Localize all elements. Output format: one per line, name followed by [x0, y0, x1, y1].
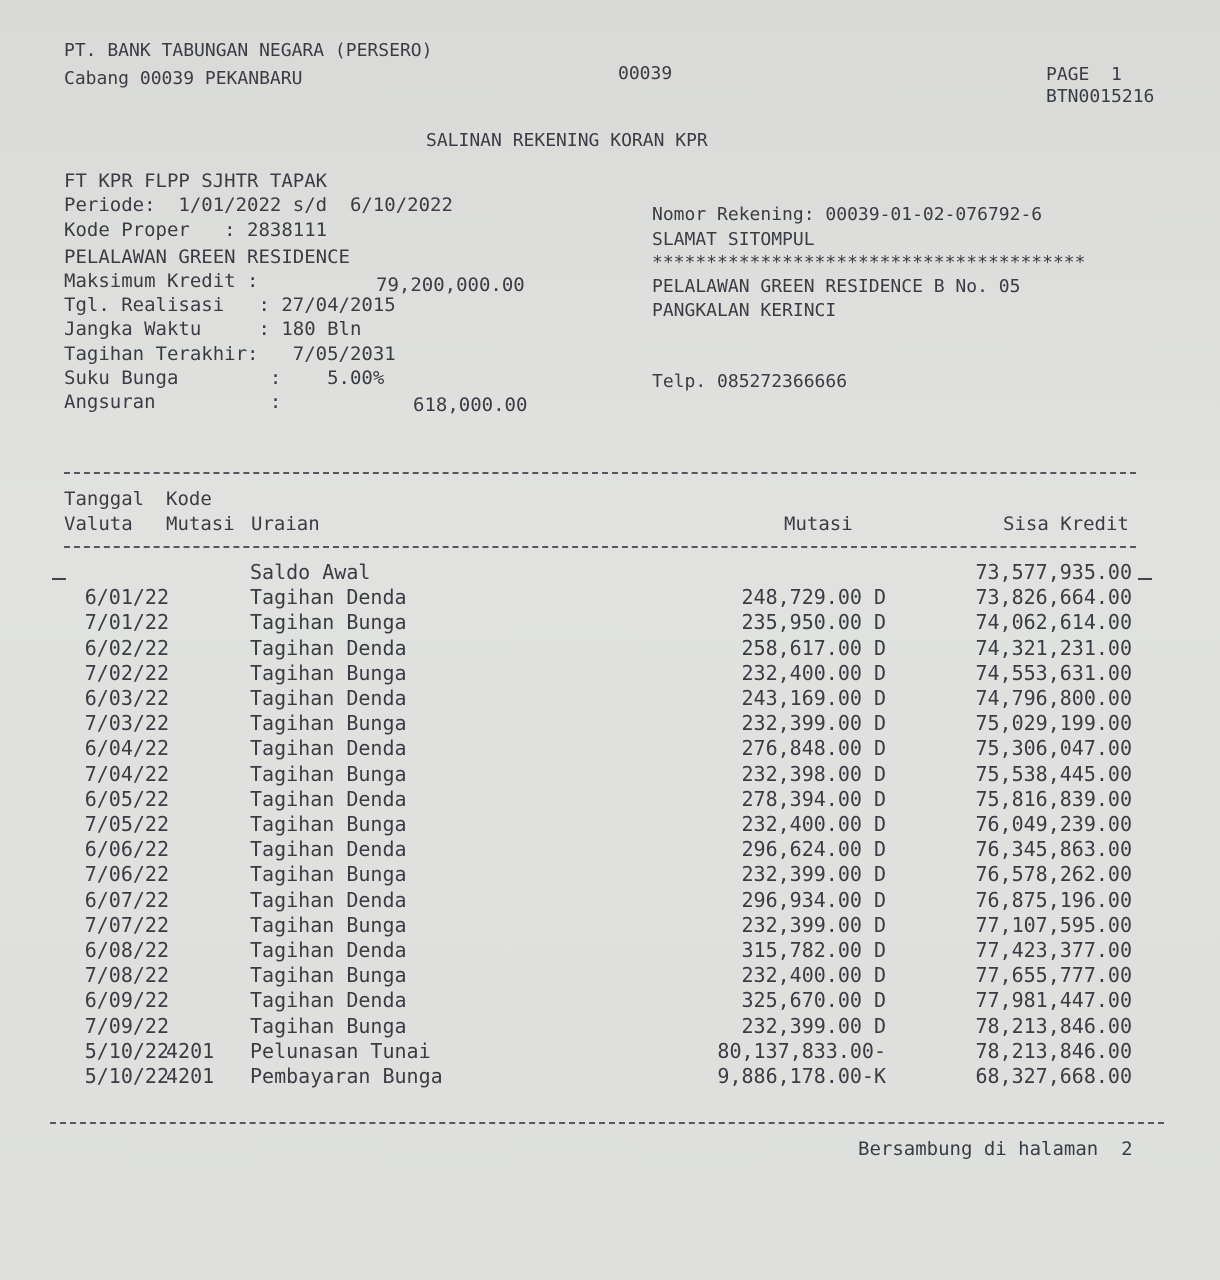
header-valuta: Valuta [64, 513, 133, 535]
row-mutasi: 276,848.00 D [741, 736, 886, 761]
divider-header [64, 546, 1136, 548]
table-row [0, 862, 1220, 887]
row-mutasi: 232,399.00 D [741, 711, 886, 736]
row-sisa-kredit: 75,029,199.00 [975, 711, 1132, 736]
table-row [0, 787, 1220, 812]
page-title: SALINAN REKENING KORAN KPR [426, 130, 708, 151]
header-kode: Kode [166, 488, 212, 510]
table-row [0, 812, 1220, 837]
row-sisa-kredit: 78,213,846.00 [975, 1013, 1132, 1038]
row-uraian: Pembayaran Bunga [250, 1064, 443, 1088]
row-date: 6/06/22 [84, 837, 169, 862]
bank-name: PT. BANK TABUNGAN NEGARA (PERSERO) [64, 40, 433, 61]
row-mutasi: 325,670.00 D [741, 988, 886, 1013]
telephone: Telp. 085272366666 [652, 371, 848, 392]
doc-code: BTN0015216 [1046, 86, 1155, 107]
divider-top [64, 472, 1136, 474]
product-name: FT KPR FLPP SJHTR TAPAK [64, 170, 328, 192]
row-mutasi: 232,399.00 D [741, 862, 886, 887]
row-uraian: Tagihan Bunga [250, 711, 407, 736]
row-kode: 4201 [166, 1038, 215, 1063]
row-date: 7/08/22 [84, 963, 169, 988]
row-uraian: Saldo Awal [250, 560, 371, 584]
row-date: 6/05/22 [84, 786, 169, 811]
header-uraian: Uraian [251, 513, 320, 535]
row-sisa-kredit: 76,875,196.00 [975, 887, 1132, 912]
row-uraian: Tagihan Bunga [250, 812, 407, 836]
table-row [0, 963, 1220, 988]
row-uraian: Tagihan Denda [250, 837, 407, 862]
row-kode: 4201 [166, 1064, 215, 1088]
row-mutasi: 243,169.00 D [741, 686, 886, 710]
project-name: PELALAWAN GREEN RESIDENCE [64, 246, 350, 268]
branch-name: Cabang 00039 PEKANBARU [64, 68, 303, 89]
table-row [0, 1039, 1220, 1064]
row-sisa-kredit: 77,655,777.00 [975, 963, 1132, 988]
periode: Periode: 1/01/2022 s/d 6/10/2022 [64, 194, 453, 216]
address-line-2: PANGKALAN KERINCI [652, 300, 837, 321]
masked-line: **************************************** [652, 252, 1086, 273]
header-mutasi: Mutasi [784, 513, 853, 535]
nomor-rekening: Nomor Rekening: 00039-01-02-076792-6 [652, 204, 1043, 225]
row-date: 7/02/22 [84, 660, 169, 685]
table-row [0, 913, 1220, 938]
row-mutasi: 296,934.00 D [741, 887, 886, 912]
row-sisa-kredit: 76,049,239.00 [975, 812, 1132, 836]
continued-note: Bersambung di halaman 2 [858, 1138, 1133, 1160]
tagihan-terakhir: Tagihan Terakhir: 7/05/2031 [64, 343, 396, 365]
customer-name: SLAMAT SITOMPUL [652, 229, 815, 250]
angsuran-label: Angsuran : [64, 391, 282, 413]
row-mutasi: 232,400.00 D [741, 812, 886, 836]
row-mutasi: 9,886,178.00-K [717, 1064, 886, 1088]
row-uraian: Tagihan Bunga [250, 862, 407, 887]
row-date: 6/01/22 [84, 585, 169, 610]
row-sisa-kredit: 75,306,047.00 [975, 736, 1132, 761]
row-date: 6/03/22 [84, 686, 169, 710]
table-row [0, 837, 1220, 862]
row-date: 6/02/22 [84, 635, 169, 660]
row-date: 6/08/22 [84, 938, 169, 962]
row-uraian: Tagihan Bunga [250, 912, 407, 937]
maksimum-kredit-label: Maksimum Kredit : [64, 270, 259, 292]
row-date: 7/01/22 [84, 610, 169, 635]
row-date: 7/03/22 [84, 711, 169, 736]
row-date: 7/09/22 [84, 1013, 169, 1038]
row-sisa-kredit: 74,796,800.00 [975, 686, 1132, 710]
row-uraian: Tagihan Denda [250, 635, 407, 660]
row-date: 5/10/22 [84, 1038, 169, 1063]
row-uraian: Tagihan Bunga [250, 963, 407, 988]
row-sisa-kredit: 77,107,595.00 [975, 912, 1132, 937]
table-row [0, 938, 1220, 963]
row-date: 5/10/22 [84, 1064, 169, 1088]
angsuran-value: 618,000.00 [413, 394, 528, 416]
row-mutasi: 232,400.00 D [741, 963, 886, 988]
row-uraian: Tagihan Bunga [250, 1013, 407, 1038]
page-label: PAGE 1 [1046, 64, 1122, 85]
row-uraian: Tagihan Bunga [250, 660, 407, 685]
table-row [0, 610, 1220, 635]
table-row [0, 1064, 1220, 1089]
table-row [0, 686, 1220, 711]
header-tanggal: Tanggal [64, 488, 145, 510]
row-sisa-kredit: 77,423,377.00 [975, 938, 1132, 962]
row-mutasi: 232,398.00 D [741, 761, 886, 786]
address-line-1: PELALAWAN GREEN RESIDENCE B No. 05 [652, 276, 1021, 297]
jangka-waktu: Jangka Waktu : 180 Bln [64, 318, 362, 340]
row-mutasi: 235,950.00 D [741, 610, 886, 635]
table-row [0, 1014, 1220, 1039]
row-uraian: Tagihan Denda [250, 585, 407, 610]
row-sisa-kredit: 78,213,846.00 [975, 1038, 1132, 1063]
table-row [0, 560, 1220, 585]
table-row [0, 636, 1220, 661]
row-date: 6/09/22 [84, 988, 169, 1013]
row-mutasi: 278,394.00 D [741, 786, 886, 811]
row-uraian: Tagihan Denda [250, 938, 407, 962]
row-mutasi: 232,399.00 D [741, 912, 886, 937]
row-sisa-kredit: 75,538,445.00 [975, 761, 1132, 786]
row-uraian: Tagihan Denda [250, 887, 407, 912]
row-mutasi: 315,782.00 D [741, 938, 886, 962]
table-row [0, 888, 1220, 913]
table-row [0, 988, 1220, 1013]
row-sisa-kredit: 73,826,664.00 [975, 585, 1132, 610]
row-uraian: Tagihan Denda [250, 686, 407, 710]
table-row [0, 711, 1220, 736]
divider-bottom [50, 1122, 1164, 1124]
header-sisa-kredit: Sisa Kredit [1003, 513, 1129, 535]
maksimum-kredit-value: 79,200,000.00 [376, 274, 525, 296]
row-mutasi: 258,617.00 D [741, 635, 886, 660]
table-row [0, 585, 1220, 610]
row-sisa-kredit: 77,981,447.00 [975, 988, 1132, 1013]
branch-code: 00039 [618, 63, 673, 84]
row-date: 7/07/22 [84, 912, 169, 937]
kode-proper: Kode Proper : 2838111 [64, 219, 328, 241]
row-uraian: Tagihan Bunga [250, 610, 407, 635]
row-uraian: Pelunasan Tunai [250, 1038, 431, 1063]
suku-bunga: Suku Bunga : 5.00% [64, 367, 385, 389]
row-date: 7/05/22 [84, 812, 169, 836]
row-date: 6/04/22 [84, 736, 169, 761]
table-row [0, 762, 1220, 787]
row-date: 7/04/22 [84, 761, 169, 786]
row-sisa-kredit: 74,553,631.00 [975, 660, 1132, 685]
row-date: 7/06/22 [84, 862, 169, 887]
row-sisa-kredit: 74,321,231.00 [975, 635, 1132, 660]
row-sisa-kredit: 75,816,839.00 [975, 786, 1132, 811]
row-uraian: Tagihan Denda [250, 736, 407, 761]
table-row [0, 661, 1220, 686]
row-mutasi: 248,729.00 D [741, 585, 886, 610]
row-uraian: Tagihan Denda [250, 786, 407, 811]
row-date: 6/07/22 [84, 887, 169, 912]
row-sisa-kredit: 76,345,863.00 [975, 837, 1132, 862]
row-mutasi: 232,399.00 D [741, 1013, 886, 1038]
row-sisa-kredit: 73,577,935.00 [975, 560, 1132, 584]
row-sisa-kredit: 76,578,262.00 [975, 862, 1132, 887]
row-mutasi: 80,137,833.00- [717, 1038, 886, 1063]
table-row [0, 736, 1220, 761]
row-sisa-kredit: 74,062,614.00 [975, 610, 1132, 635]
row-mutasi: 232,400.00 D [741, 660, 886, 685]
row-mutasi: 296,624.00 D [741, 837, 886, 862]
row-sisa-kredit: 68,327,668.00 [975, 1064, 1132, 1088]
row-uraian: Tagihan Bunga [250, 761, 407, 786]
header-mutasi-code: Mutasi [166, 513, 235, 535]
tgl-realisasi: Tgl. Realisasi : 27/04/2015 [64, 294, 396, 316]
row-uraian: Tagihan Denda [250, 988, 407, 1013]
